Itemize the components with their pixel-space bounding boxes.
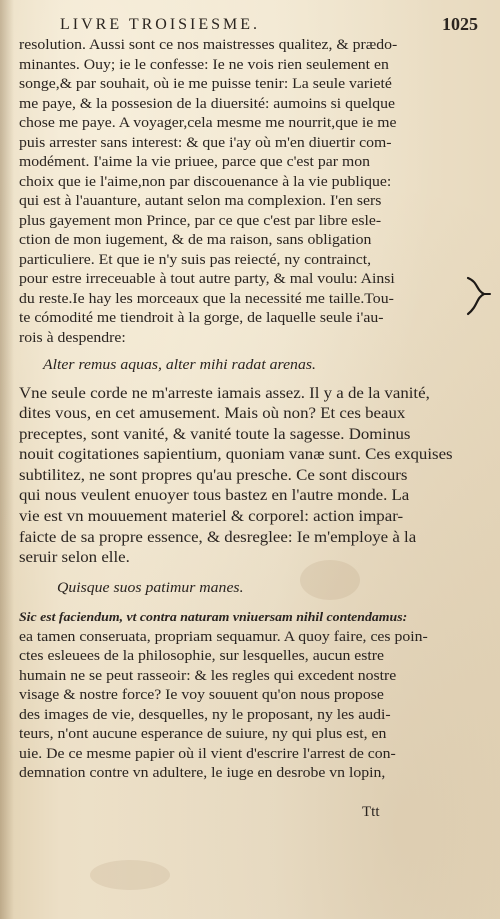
text-line: resolution. Aussi sont ce nos maistresses qualitez, & prædo- [19, 37, 398, 53]
text-line: seruir selon elle. [19, 549, 130, 567]
running-head: LIVRE TROISIESME. [60, 16, 261, 33]
page-body [19, 36, 485, 784]
text-line: preceptes, sont vanité, & vanité toute la sagesse. Dominus [19, 425, 411, 443]
text-line: songe,& par souhait, où ie me puisse tenir: La seule varieté [19, 76, 392, 92]
page-number: 1025 [442, 14, 478, 34]
text-line: puis arrester sans interest: & que i'ay où m'en diuertir com- [19, 134, 392, 151]
text-line: ea tamen conseruata, propriam sequamur. A quoy faire, ces poin- [19, 628, 428, 645]
text-line: rois à despendre: [19, 329, 126, 346]
text-line: particuliere. Et que ie n'y suis pas reiecté, ny contrainct, [19, 251, 372, 268]
paragraph-2 [19, 384, 485, 569]
text-line: ction de mon iugement, & de ma raison, sans obligation [19, 232, 372, 248]
text-line: des images de vie, desquelles, ny le proposant, ny les audi- [19, 706, 391, 723]
text-line: minantes. Ouy; ie le confesse: Ie ne vois rien seulement en [19, 56, 389, 73]
text-line: me paye, & la possesion de la diuersité: aumoins si quelque [19, 95, 396, 112]
margin-annotation-bracket [464, 272, 492, 320]
text-line: visage & nostre force? Ie voy souuent qu'on nous propose [19, 687, 384, 704]
text-line: nouit cogitationes sapientium, quoniam vanæ sunt. Ces exquises [19, 446, 453, 464]
gathering-signature: Ttt [362, 804, 380, 820]
paper-stain [90, 860, 170, 890]
paragraph-1 [19, 36, 485, 348]
text-line: subtilitez, ne sont propres qu'au presche. Ce sont discours [19, 466, 408, 484]
text-line: qui est à l'auanture, autant selon ma complexion. I'en sers [19, 193, 382, 209]
page-header [60, 16, 480, 38]
text-line: qui nous veulent enuoyer tous bastez en l'autre monde. La [19, 487, 410, 505]
text-line: du reste.Ie hay les morceaux que la necessité me taille.Tou- [19, 290, 394, 307]
text-line: Sic est faciendum, vt contra naturam vniuersam nihil contendamus: [19, 610, 408, 625]
paragraph-3 [19, 608, 485, 784]
text-line: plus gayement mon Prince, par ce que c'est par libre esle- [19, 212, 382, 229]
text-line: modément. I'aime la vie priuee, parce que c'est par mon [19, 154, 370, 170]
text-line: dites vous, en cet amusement. Mais où non? Et ces beaux [19, 405, 406, 423]
text-line: teurs, n'ont aucune esperance de suiure, ny qui plus est, en [19, 726, 387, 743]
text-line: vie est vn mouuement materiel & corporel: action impar- [19, 508, 404, 526]
text-line: Vne seule corde ne m'arreste iamais assez. Il y a de la vanité, [19, 384, 430, 402]
latin-quote: Quisque suos patimur manes. [57, 579, 244, 596]
text-line: uie. De ce mesme papier où il vient d'escrire l'arrest de con- [19, 745, 396, 762]
text-line: ctes esleuees de la philosophie, sur lesquelles, aucun estre [19, 648, 385, 665]
text-line: demnation contre vn adultere, le iuge en desrobe vn lopin, [19, 765, 386, 782]
gutter-shadow [0, 0, 14, 919]
text-line: humain ne se peut rasseoir: & les regles qui excedent nostre [19, 667, 397, 684]
text-line: faicte de sa propre essence, & desreglee: Ie m'employe à la [19, 528, 417, 546]
text-line: choix que ie l'aime,non par discouenance à la vie publique: [19, 173, 392, 190]
text-line: chose me paye. A voyager,cela mesme me nourrit,que ie me [19, 115, 397, 131]
text-line: te cómodité me tiendroit à la gorge, de laquelle seule i'au- [19, 310, 384, 326]
text-line: pour estre irreceuable à tout autre party, & mal voulu: Ainsi [19, 271, 395, 287]
latin-quote: Alter remus aquas, alter mihi radat arenas. [43, 357, 316, 373]
